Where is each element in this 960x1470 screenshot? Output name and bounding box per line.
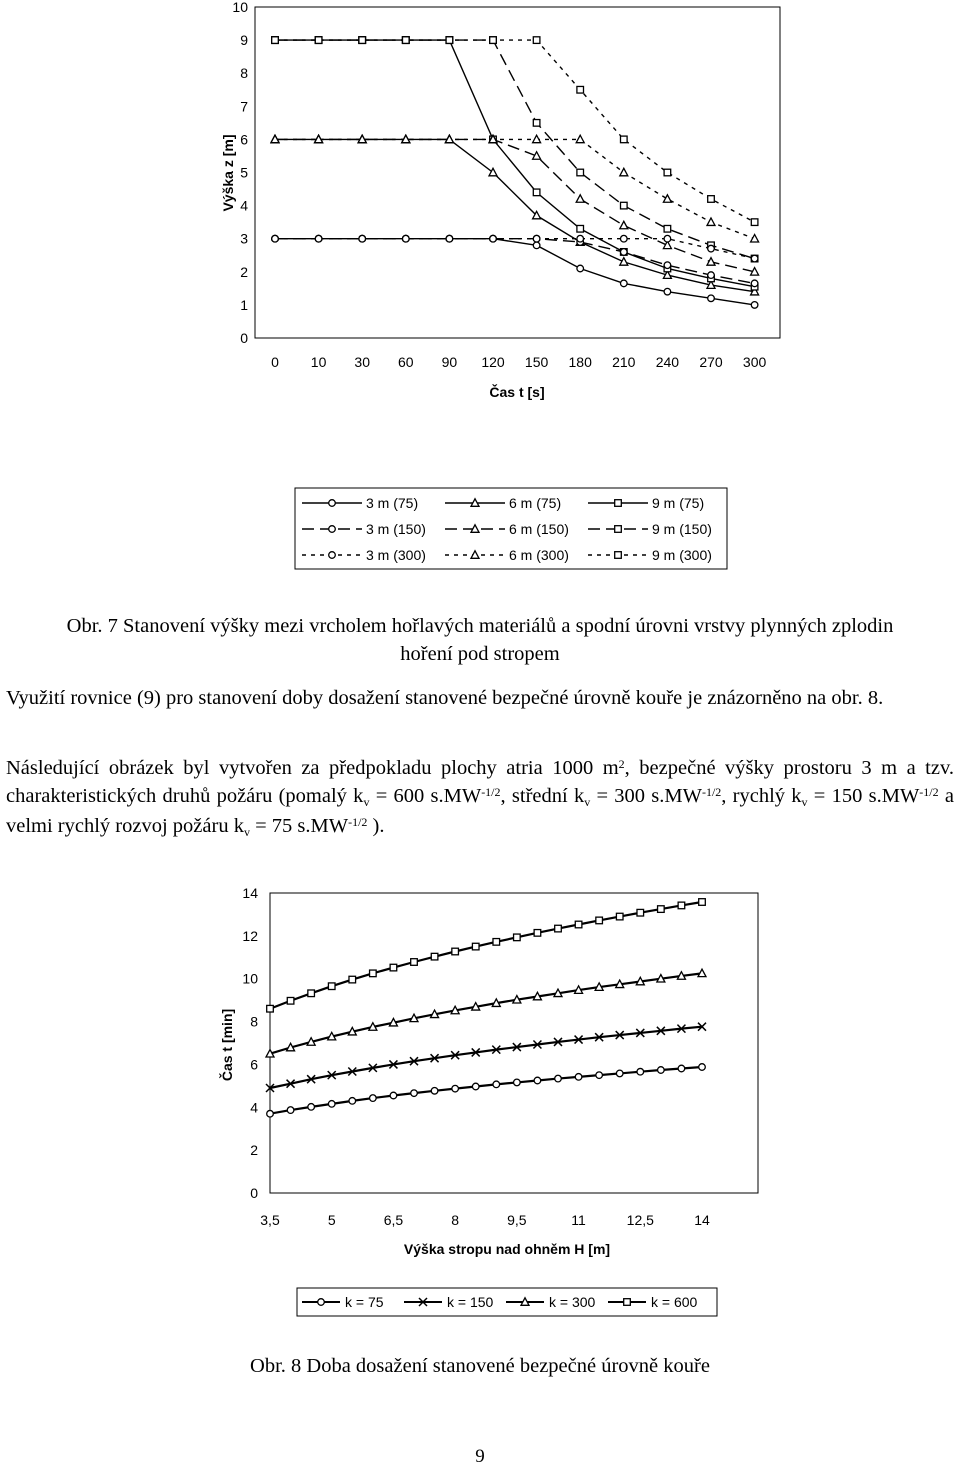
legend-label: 6 m (300) (509, 547, 569, 563)
para2-part3: = 600 s.MW (369, 785, 482, 807)
para2-sup-exp: -1/2 (701, 785, 722, 799)
x-tick-label: 180 (568, 354, 592, 370)
data-point (637, 909, 644, 916)
y-tick-label: 0 (250, 1185, 258, 1201)
y-tick-label: 3 (240, 230, 248, 247)
data-point (616, 913, 623, 920)
x-tick-label: 8 (451, 1212, 460, 1228)
para2-sub-v: v (363, 795, 370, 809)
paragraph-1: Využití rovnice (9) pro stanovení doby dosažení stanovené bezpečné úrovně kouře je znázorněno na obr. 8. (6, 687, 884, 709)
data-point (328, 1101, 335, 1108)
y-tick-label: 7 (240, 98, 248, 115)
y-tick-label: 5 (240, 164, 248, 181)
figure-8-caption: Obr. 8 Doba dosažení stanovené bezpečné úrovně kouře (250, 1355, 710, 1377)
data-point (493, 1081, 500, 1088)
data-point (431, 953, 438, 960)
legend-label: k = 300 (549, 1294, 596, 1310)
y-tick-label: 9 (240, 32, 248, 49)
data-point (514, 934, 521, 941)
data-point (349, 1098, 356, 1105)
y-tick-label: 8 (250, 1013, 258, 1030)
legend-label: k = 600 (651, 1294, 698, 1310)
data-point (534, 930, 541, 937)
figure-7-caption: Obr. 7 Stanovení výšky mezi vrcholem hořlavých materiálů a spodní úrovni vrstvy plynných zplodin hoření pod stropem (66, 615, 894, 665)
legend-label: 6 m (150) (509, 521, 569, 537)
paragraph-2 (6, 754, 954, 842)
data-point (514, 1079, 521, 1086)
x-tick-label: 90 (441, 354, 458, 370)
data-point (267, 1110, 274, 1117)
data-point (390, 1092, 397, 1099)
x-tick-label: 9,5 (507, 1212, 527, 1228)
x-tick-label: 30 (354, 354, 370, 370)
data-point (452, 948, 459, 955)
data-point (370, 970, 377, 977)
y-tick-label: 1 (240, 296, 248, 313)
data-point (699, 1064, 706, 1071)
y-tick-label: 4 (240, 197, 248, 214)
legend-label: k = 150 (447, 1294, 494, 1310)
legend-label: 9 m (75) (652, 495, 705, 511)
data-point (411, 1090, 418, 1097)
para2-sup-exp: -1/2 (919, 785, 939, 799)
para2-sub-v: v (584, 795, 591, 809)
y-tick-label: 0 (240, 330, 248, 346)
x-tick-label: 120 (481, 354, 505, 370)
para2-sup-exp: -1/2 (348, 815, 368, 829)
x-tick-label: 11 (571, 1212, 586, 1228)
data-point (472, 1083, 479, 1090)
x-tick-label: 12,5 (626, 1212, 654, 1228)
data-point (328, 983, 335, 990)
data-point (555, 925, 562, 932)
data-point (534, 1077, 541, 1084)
data-point (431, 1087, 438, 1094)
data-point (658, 1067, 665, 1074)
data-point (287, 997, 294, 1004)
x-tick-label: 300 (742, 354, 767, 370)
para2-part1: Následující obrázek byl vytvořen za předpokladu plochy atria 1000 m (6, 757, 619, 779)
legend-marker (318, 1299, 325, 1306)
y-tick-label: 4 (250, 1099, 258, 1116)
y-axis-label: Čas t [min] (219, 1008, 235, 1082)
x-tick-label: 5 (327, 1212, 336, 1228)
data-point (678, 902, 685, 909)
data-point (637, 1068, 644, 1075)
para2-part5: = 300 s.MW (590, 785, 702, 807)
data-point (596, 1072, 603, 1079)
series-line (270, 902, 702, 1009)
legend-label: 3 m (150) (366, 521, 426, 537)
para2-sub-v: v (801, 795, 808, 809)
data-point (472, 943, 479, 950)
para2-part8: a velmi rychlý rozvoj požáru k (6, 785, 954, 837)
page-number: 9 (475, 1446, 485, 1467)
y-axis-label: Výška z [m] (220, 134, 236, 212)
data-point (349, 976, 356, 983)
para2-part6: , rychlý k (721, 785, 802, 807)
x-tick-label: 10 (310, 354, 327, 370)
legend-marker (624, 1299, 631, 1306)
x-tick-label: 14 (694, 1212, 710, 1228)
data-point (596, 917, 603, 924)
data-point (678, 1065, 685, 1072)
data-point (308, 1104, 315, 1111)
y-tick-label: 14 (242, 885, 258, 901)
legend-label: 9 m (150) (652, 521, 712, 537)
legend-label: 3 m (75) (366, 495, 419, 511)
data-point (575, 1074, 582, 1081)
para2-sup-exp: -1/2 (481, 785, 501, 799)
data-point (287, 1107, 294, 1114)
data-point (390, 964, 397, 971)
x-tick-label: 60 (398, 354, 414, 370)
y-tick-label: 10 (232, 0, 248, 15)
data-point (452, 1085, 459, 1092)
data-point (267, 1005, 274, 1012)
x-tick-label: 150 (524, 354, 549, 370)
y-tick-label: 10 (242, 970, 258, 987)
para2-part7: = 150 s.MW (807, 785, 920, 807)
x-tick-label: 0 (271, 354, 279, 370)
x-tick-label: 270 (699, 354, 723, 370)
para2-sub-v: v (243, 825, 250, 839)
y-tick-label: 2 (250, 1142, 258, 1159)
y-tick-label: 6 (240, 131, 248, 148)
y-tick-label: 6 (250, 1056, 258, 1073)
para2-part4: , střední k (500, 785, 585, 807)
data-point (616, 1070, 623, 1077)
data-point (493, 939, 500, 946)
legend-label: 9 m (300) (652, 547, 712, 563)
para2-part9: = 75 s.MW (249, 815, 349, 837)
y-tick-label: 8 (240, 65, 248, 82)
data-point (555, 1075, 562, 1082)
data-point (370, 1095, 377, 1102)
legend-label: 6 m (75) (509, 495, 562, 511)
para2-sup-area: 2 (618, 757, 625, 771)
x-axis-label: Výška stropu nad ohněm H [m] (403, 1241, 611, 1257)
x-tick-label: 210 (612, 354, 636, 370)
data-point (575, 921, 582, 928)
data-point (308, 990, 315, 997)
x-tick-label: 6,5 (383, 1212, 404, 1228)
legend-label: k = 75 (345, 1294, 384, 1310)
para2-part10: ). (367, 815, 385, 837)
y-tick-label: 12 (242, 927, 258, 944)
data-point (411, 959, 418, 966)
x-tick-label: 240 (655, 354, 680, 370)
x-axis-label: Čas t [s] (489, 384, 545, 400)
data-point (658, 906, 665, 913)
y-tick-label: 2 (240, 263, 248, 280)
legend-label: 3 m (300) (366, 547, 426, 563)
data-point (699, 899, 706, 906)
x-tick-label: 3,5 (260, 1212, 280, 1228)
para2-part2: , bezpečné výšky prostoru 3 m a tzv. charakteristických druhů požáru (pomalý k (6, 757, 955, 807)
